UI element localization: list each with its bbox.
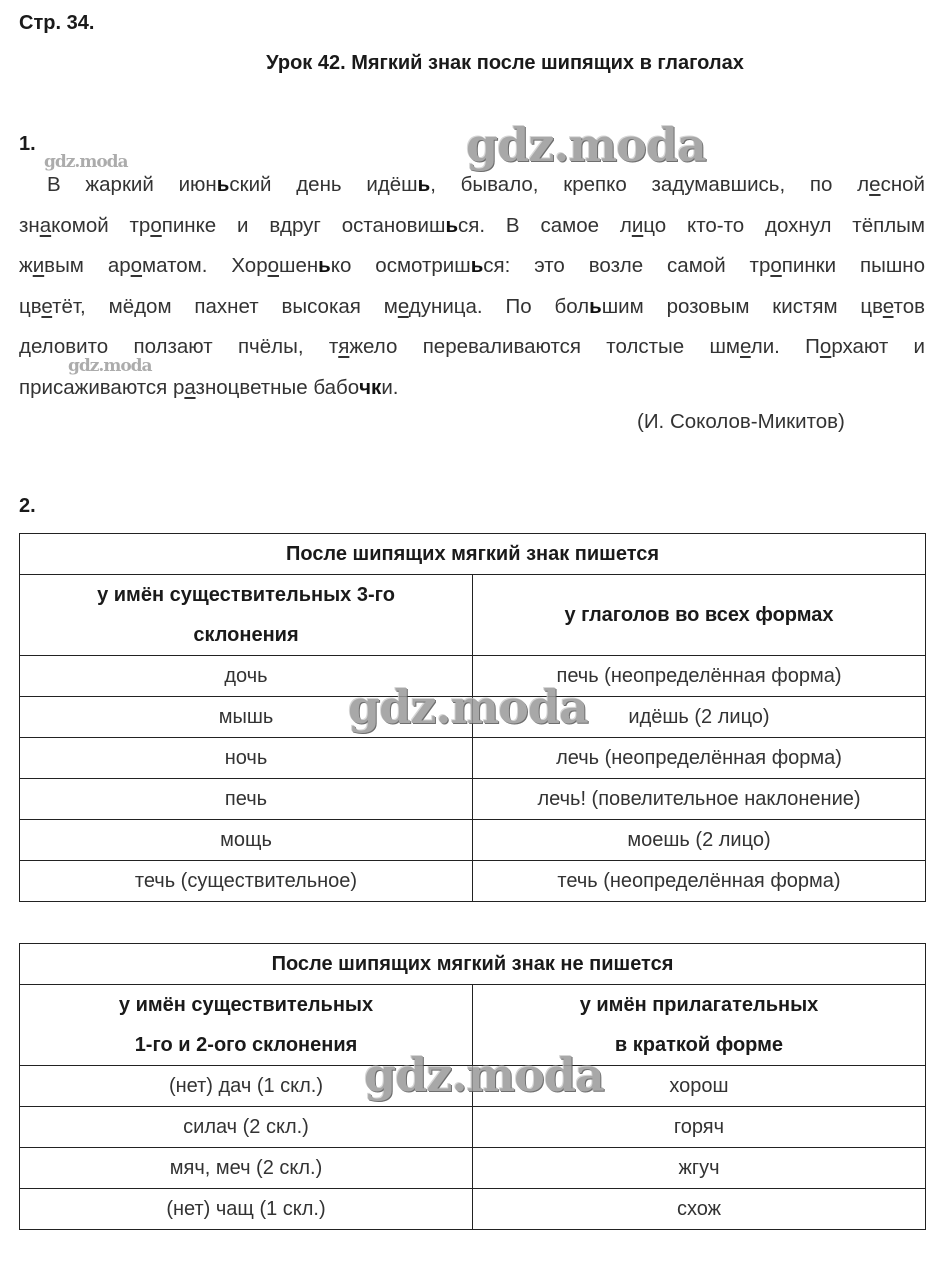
- text-segment: присаживаются р: [19, 375, 185, 399]
- underlined-letter: о: [819, 335, 832, 358]
- bold-letter: чк: [359, 375, 382, 399]
- text-segment: ж: [19, 254, 33, 277]
- table-cell-example: течь (неопределённая форма): [473, 861, 926, 902]
- text-segment: дуница. По бол: [408, 294, 590, 318]
- underlined-letter: а: [184, 375, 196, 399]
- paragraph-line: [19, 246, 925, 287]
- underlined-letter: о: [267, 254, 279, 277]
- table-row: [20, 1148, 926, 1189]
- table-2-col-nouns-line1: у имён существительных: [118, 994, 374, 1016]
- table-2-col-adj-line1: у имён прилагательных: [579, 994, 819, 1016]
- underlined-letter: о: [150, 213, 162, 237]
- table-cell-example: жгуч: [473, 1148, 926, 1189]
- text-segment: шен: [279, 254, 319, 277]
- table-2-col-adjectives: [473, 985, 926, 1066]
- table-cell-noun: печь: [20, 779, 473, 820]
- text-segment: , бывало, крепко задумавшись, по л: [430, 173, 870, 196]
- underlined-letter: и: [631, 213, 644, 237]
- table-row: [20, 779, 926, 820]
- author-attribution: (И. Соколов-Микитов): [637, 410, 845, 433]
- text-segment: ся: это возле самой тр: [483, 254, 771, 277]
- text-segment: шим розовым кистям цв: [601, 294, 883, 318]
- table-cell-noun: мяч, меч (2 скл.): [20, 1148, 473, 1189]
- text-segment: ский день идёш: [229, 173, 418, 196]
- bold-letter: ь: [216, 173, 230, 196]
- bold-letter: ь: [445, 213, 459, 237]
- table-row: [20, 1189, 926, 1230]
- text-segment: тов: [893, 294, 925, 318]
- text-segment: зноцветные бабо: [195, 375, 360, 399]
- table-cell-noun: силач (2 скл.): [20, 1107, 473, 1148]
- underlined-letter: е: [397, 294, 409, 318]
- table-2-col-nouns-line2: 1-го и 2-ого склонения: [134, 1034, 358, 1056]
- underlined-letter: е: [740, 335, 751, 358]
- text-segment: ли. П: [750, 335, 820, 358]
- table-row: [20, 656, 926, 697]
- text-segment: цо кто-то дохнул тёплым: [643, 213, 925, 237]
- text-segment: цв: [19, 294, 42, 318]
- lesson-title: Урок 42. Мягкий знак после шипящих в глаголах: [266, 52, 744, 74]
- underlined-letter: е: [869, 173, 881, 196]
- page-number: Стр. 34.: [19, 12, 95, 34]
- table-row: [20, 861, 926, 902]
- table-1-title: После шипящих мягкий знак пишется: [20, 534, 926, 575]
- table-row: [20, 1066, 926, 1107]
- table-row: [20, 1107, 926, 1148]
- underlined-letter: е: [882, 294, 894, 318]
- table-row: [20, 738, 926, 779]
- watermark: gdz.moda: [364, 1048, 604, 1102]
- table-cell-example: лечь! (повелительное наклонение): [473, 779, 926, 820]
- text-segment: вым ар: [44, 254, 131, 277]
- text-segment: рхают и: [831, 335, 925, 358]
- underlined-letter: е: [41, 294, 53, 318]
- table-row: [20, 697, 926, 738]
- table-cell-example: моешь (2 лицо): [473, 820, 926, 861]
- table-cell-noun: (нет) дач (1 скл.): [20, 1066, 473, 1107]
- paragraph-line: [19, 327, 925, 368]
- task-2-number: 2.: [19, 495, 36, 517]
- table-1-col-verbs: у глаголов во всех формах: [473, 575, 926, 656]
- text-segment: зн: [19, 213, 40, 237]
- text-segment: комой тр: [51, 213, 151, 237]
- table-2-col-nouns: [20, 985, 473, 1066]
- underlined-letter: и: [32, 254, 45, 277]
- table-cell-example: печь (неопределённая форма): [473, 656, 926, 697]
- table-1-col-nouns: [20, 575, 473, 656]
- watermark: gdz.moda: [348, 680, 588, 734]
- text-segment: тёт, мёдом пахнет высокая м: [52, 294, 398, 318]
- table-cell-noun: дочь: [20, 656, 473, 697]
- bold-letter: ь: [417, 173, 431, 196]
- table-cell-example: хорош: [473, 1066, 926, 1107]
- table-cell-noun: ночь: [20, 738, 473, 779]
- bold-letter: ь: [470, 254, 484, 277]
- paragraph-line: [19, 165, 925, 206]
- table-row: [20, 820, 926, 861]
- paragraph-line: [19, 368, 925, 409]
- table-1-col-nouns-line1: у имён существительных 3-го: [97, 584, 395, 606]
- table-2-title: После шипящих мягкий знак не пишется: [20, 944, 926, 985]
- table-soft-sign-written: [19, 533, 926, 902]
- table-cell-example: идёшь (2 лицо): [473, 697, 926, 738]
- underlined-letter: я: [338, 335, 350, 358]
- paragraph-line: [19, 206, 925, 247]
- text-segment: деловито ползают пчёлы, т: [19, 335, 339, 358]
- paragraph-line: [19, 287, 925, 328]
- underlined-letter: о: [130, 254, 143, 277]
- text-segment: В жаркий июн: [47, 173, 217, 196]
- underlined-letter: а: [39, 213, 52, 237]
- watermark-small: gdz.moda: [68, 356, 152, 376]
- table-cell-noun: (нет) чащ (1 скл.): [20, 1189, 473, 1230]
- task-1-number: 1.: [19, 133, 36, 155]
- table-cell-noun: мощь: [20, 820, 473, 861]
- underlined-letter: о: [770, 254, 782, 277]
- bold-letter: ь: [318, 254, 331, 277]
- task-1-paragraph: [19, 165, 925, 408]
- table-cell-example: горяч: [473, 1107, 926, 1148]
- table-soft-sign-not-written: [19, 943, 926, 1230]
- text-segment: матом. Хор: [142, 254, 268, 277]
- watermark-small: gdz.moda: [44, 152, 128, 172]
- text-segment: жело переваливаются толстые шм: [349, 335, 740, 358]
- table-cell-noun: течь (существительное): [20, 861, 473, 902]
- text-segment: ко осмотриш: [330, 254, 471, 277]
- table-cell-noun: мышь: [20, 697, 473, 738]
- table-2-col-adj-line2: в краткой форме: [614, 1034, 784, 1056]
- bold-letter: ь: [589, 294, 602, 318]
- text-segment: пинки пышно: [781, 254, 925, 277]
- text-segment: сной: [880, 173, 925, 196]
- table-cell-example: лечь (неопределённая форма): [473, 738, 926, 779]
- table-1-col-nouns-line2: склонения: [193, 624, 299, 646]
- text-segment: пинке и вдруг остановиш: [161, 213, 446, 237]
- watermark: gdz.moda: [466, 118, 706, 172]
- text-segment: и.: [381, 375, 399, 399]
- table-cell-example: схож: [473, 1189, 926, 1230]
- text-segment: ся. В самое л: [458, 213, 632, 237]
